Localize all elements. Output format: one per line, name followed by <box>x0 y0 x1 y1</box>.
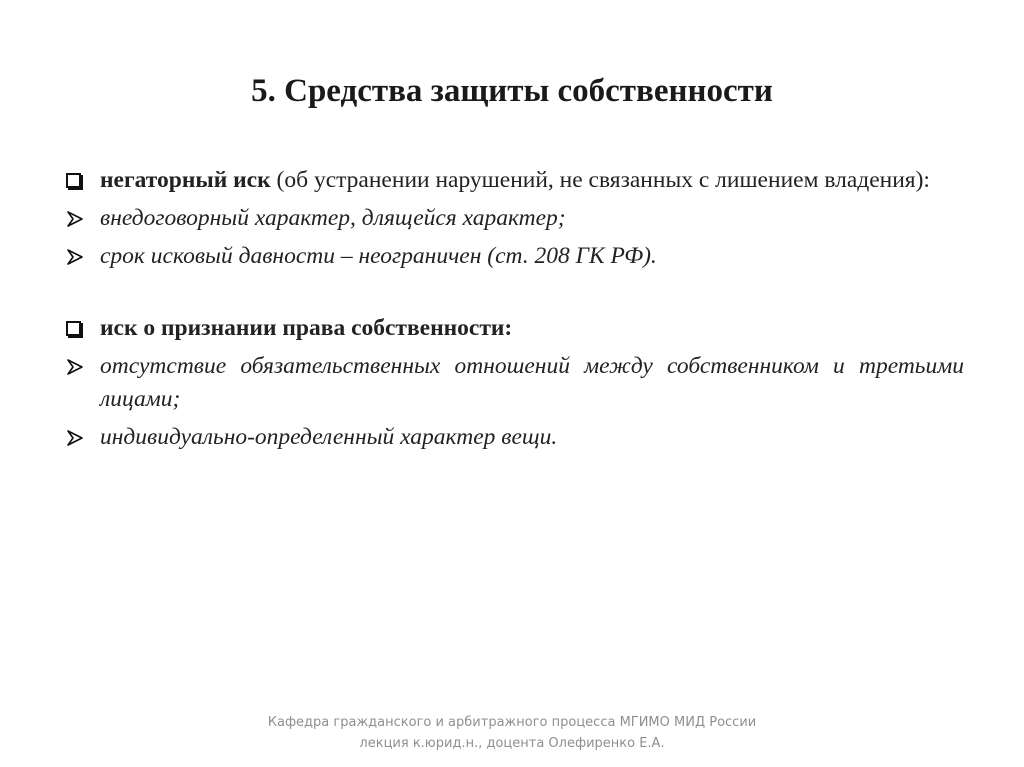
section-negatory-claim <box>66 164 964 197</box>
section-heading: негаторный иск <box>100 167 271 193</box>
section-heading: иск о признании права собственности: <box>100 315 513 341</box>
list-item <box>66 240 964 273</box>
list-item-text: индивидуально-определенный характер вещи. <box>100 424 558 450</box>
list-item <box>66 350 964 416</box>
slide-content <box>66 164 964 454</box>
arrow-bullet-icon <box>66 240 92 273</box>
list-item <box>66 202 964 235</box>
list-item <box>66 421 964 454</box>
arrow-bullet-icon <box>66 350 92 383</box>
arrow-bullet-icon <box>66 202 92 235</box>
section-ownership-claim <box>66 312 964 345</box>
section-text: (об устранении нарушений, не связанных с лишением владения): <box>270 167 930 193</box>
footer-line-department: Кафедра гражданского и арбитражного процесса МГИМО МИД России <box>267 715 757 730</box>
arrow-bullet-icon <box>66 421 92 454</box>
list-item-text: срок исковый давности – неограничен (ст. 208 ГК РФ). <box>100 243 657 269</box>
list-item-text: внедоговорный характер, длящейся характер; <box>100 205 566 231</box>
footer-line-lecturer: лекция к.юрид.н., доцента Олефиренко Е.А. <box>359 736 665 751</box>
checkbox-bullet-icon <box>66 312 92 345</box>
slide-footer <box>0 712 1024 754</box>
slide-title: 5. Средства защиты собственности <box>251 73 773 109</box>
list-item-text: отсутствие обязательственных отношений между собственником и третьими лицами; <box>100 353 964 412</box>
checkbox-bullet-icon <box>66 164 92 197</box>
